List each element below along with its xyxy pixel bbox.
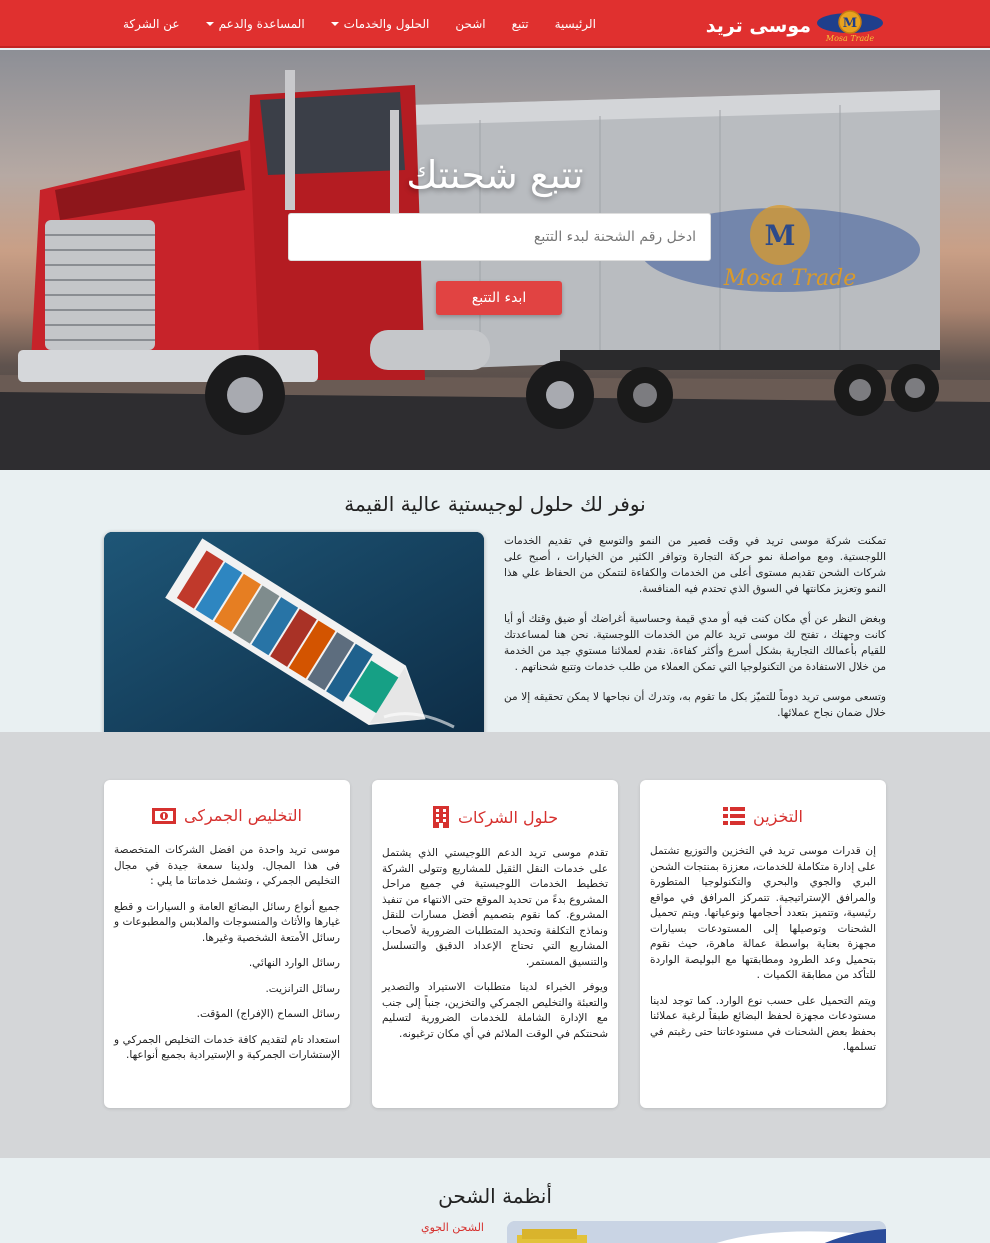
card-paragraph: رسائل الوارد النهائي. [248,957,340,969]
nav-about[interactable] [110,17,193,31]
hero-title: تتبع شحنتك [406,153,584,197]
card-paragraph: إن قدرات موسى تريد في التخزين والتوزيع تشتمل على إدارة متكاملة للخدمات، معززة بمنتجات الشحن البري والجوي والبحري والتكنولوجيا المتطورة والمرافق الإستراتيجية. تتمركز المرافق في مواقع رئيسية، وتتميز بتعدد أحجامها ونوعياتها. ويتم تحميل الشحنات وتوصيلها إلى المستودعات بسيارات مجهزة بعناية بواسطة عمالة ماهرة، حيث نقوم بتحميل وعد الطرود ومطابقتها مع البوليصة الواردة للتأكد من مطابقة الكميات . [650,845,876,981]
about-paragraph: وبغض النظر عن أي مكان كنت فيه أو مدي قيمة وحساسية أغراضك أو ضيق وقتك أو أيا كانت وجهتك ، تفتح لك موسى تريد عالم من الخدمات اللوجستية. نحن هنا لمساعدتك للقيام بأعمالك التجارية بشكل أسرع وأكثر كفاءة. نقدم لعملائنا مستوي جيد من الخدمة من خلال الاستفادة من التكنولوجيا التي تمكن العملاء من طلب خدمات وتتبع شحناتهم . [504,613,886,673]
top-navbar [0,0,990,48]
about-section [0,470,990,732]
shipping-systems-section [0,1158,990,1243]
money-icon [152,807,176,825]
caret-down-icon [331,22,339,26]
card-paragraph: موسى تريد واحدة من افضل الشركات المتخصصة فى هذا المجال. ولدينا سمعة جيدة في مجال التخليص الجمركي ، وتشمل خدماتنا ما يلي : [114,844,340,887]
nav-label: عن الشركة [123,17,180,31]
services-section [0,732,990,1158]
card-title [114,806,340,825]
card-paragraph: ويتم التحميل على حسب نوع الوارد. كما توجد لدينا مستودعات مجهزة لحفظ البضائع طبقاً لرغبة عملائنا بحفظ بعض الشحنات في مستودعاتنا حتى رغبتم في تسلمها. [650,994,876,1053]
nav-help-dropdown[interactable] [193,17,318,31]
start-tracking-button[interactable]: ابدء التتبع [436,281,562,315]
about-paragraph: وتسعى موسى تريد دوماً للتميّز بكل ما تقوم به، وتدرك أن نجاحها لا يمكن تحقيقه إلا من خلال ضمان نجاح عملائها. [504,691,886,719]
nav-track[interactable] [499,17,542,31]
card-body [114,843,340,1064]
card-title-text: التخليص الجمركى [184,806,302,825]
card-paragraph: ويوفر الخبراء لدينا متطلبات الاستيراد والتصدير والتعبئة والتخليص الجمركي والتخزين، جنباً إلى جنب مع الإدارة الشاملة للخدمات الضرورية لتسليم شحنتكم في الوقت الملائم في أي مكان ترغبونه. [382,981,608,1040]
service-card-customs [104,780,350,1108]
card-paragraph: جميع أنواع رسائل البضائع العامة و السيارات و قطع غيارها والأثاث والمنسوجات والملابس والمطبوعات و رسائل الأمتعة الشخصية وغيرها. [114,900,340,944]
air-freight-link[interactable]: الشحن الجوي [421,1221,484,1234]
trailer-logo-text: Mosa Trade [723,266,857,291]
nav-ship[interactable] [442,17,498,31]
list-icon [723,806,745,826]
nav-label: الحلول والخدمات [343,17,430,31]
nav-label: المساعدة والدعم [218,17,305,31]
brand[interactable] [706,7,885,45]
about-text [504,533,886,735]
card-title [650,806,876,826]
service-card-storage [640,780,886,1108]
card-paragraph: رسائل الترانزيت. [265,982,340,995]
caret-down-icon [206,22,214,26]
card-paragraph: رسائل السماح (الإفراج) المؤقت. [196,1008,340,1020]
brand-logo [815,8,885,44]
card-title [382,806,608,828]
brand-name: موسى تريد [705,15,811,37]
nav-home[interactable] [542,17,609,31]
svg-text:M: M [764,219,796,252]
card-paragraph: تقدم موسى تريد الدعم اللوجيستي الذي يشتمل على خدمات النقل الثقيل للمشاريع وتتولى الشركة تخطيط الخدمات اللوجيستية في جميع مراحل المشروع بدءً من تحديد الموقع حتى الانتهاء من تنفيذ المشروع. كما نقوم بتصميم أفضل مسارات للنقل ونماذج التكلفة وتحديد المتطلبات الضرورية لأصحاب المشاريع التي تحتاج الإعداد الدقيق والتسلسل والتنسيق المستمر. [382,847,608,968]
nav-label: تتبع [511,17,529,31]
main-nav [110,0,609,48]
service-card-corporate [372,780,618,1108]
about-paragraph: تمكنت شركة موسى تريد في وقت قصير من النمو والتوسع في تقديم الخدمات اللوجستية. ومع مواصلة نمو حركة التجارة وتوافر الكثير من الخيارات ، أصبح على شركات الشحن تقديم مستوى أعلى من الخدمات والكفاءة لتتمكن من الحفاظ علي هذا النمو وتعزيز مكانتها في السوق الذي تحتدم فيه المنافسة. [504,535,886,595]
card-body [650,844,876,1056]
tracking-number-input[interactable] [288,213,711,261]
building-icon [432,806,450,828]
logo-text: Mosa Trade [825,34,875,43]
nav-solutions-dropdown[interactable] [318,17,443,31]
card-title-text: حلول الشركات [457,807,559,827]
shipping-title: أنظمة الشحن [438,1184,552,1208]
about-title: نوفر لك حلول لوجيستية عالية القيمة [344,492,646,516]
card-body [382,846,608,1042]
logo-letter: M [842,16,858,31]
hero-section [0,50,990,470]
card-title-text: التخزين [753,806,803,826]
air-freight-image [507,1221,886,1243]
card-paragraph: استعداد تام لتقديم كافة خدمات التخليص الجمركي و الإستشارات الجمركية و الإستيرادية بجميع أنواعها. [114,1033,340,1061]
nav-label: اشحن [455,17,486,31]
nav-label: الرئيسية [554,17,596,31]
container-ship-image [104,532,484,745]
